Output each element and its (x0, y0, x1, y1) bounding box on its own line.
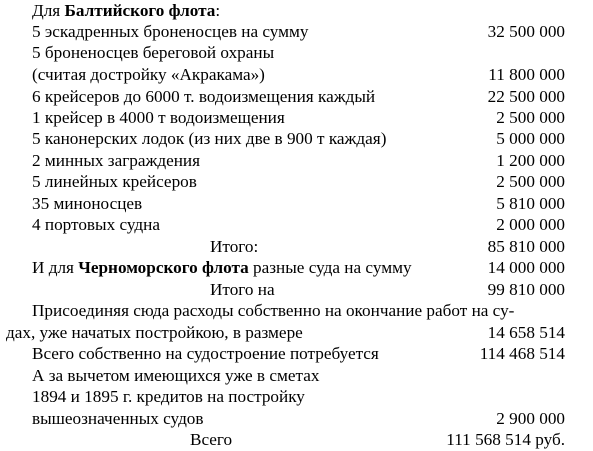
item-label: 5 линейных крейсеров (32, 172, 197, 191)
item-value: 5 810 000 (496, 194, 565, 213)
subtotal-value: 85 810 000 (487, 237, 565, 256)
subtotal-value: 99 810 000 (487, 280, 565, 299)
deduction-line-1 (0, 365, 593, 386)
addition-text-2: дах, уже начатых постройкою, в размере (6, 323, 303, 342)
item-value: 11 800 000 (488, 65, 565, 84)
subtotal-baltic (0, 236, 593, 257)
list-item (0, 214, 593, 235)
item-label: 5 канонерских лодок (из них две в 900 т каждая) (32, 129, 387, 148)
item-label: 5 броненосцев береговой охраны (32, 43, 275, 62)
item-label: 4 портовых судна (32, 215, 160, 234)
list-item (0, 128, 593, 149)
item-value: 2 000 000 (496, 215, 565, 234)
item-value: 22 500 000 (487, 87, 565, 106)
list-item (0, 107, 593, 128)
list-item (0, 171, 593, 192)
addition-value: 14 658 514 (487, 323, 565, 342)
subtotal-combined (0, 279, 593, 300)
item-value: 2 500 000 (496, 108, 565, 127)
item-value: 1 200 000 (496, 151, 565, 170)
deduction-text-2: 1894 и 1895 г. кредитов на постройку (32, 387, 305, 406)
grand-total-label: Всего (190, 430, 233, 449)
deduction-line-3 (0, 408, 593, 429)
item-label: (считая достройку «Акракама») (32, 65, 265, 84)
list-item (0, 86, 593, 107)
addition-text-1: Присоединяя сюда расходы собственно на окончание работ на су- (32, 301, 515, 320)
deduction-value: 2 900 000 (496, 409, 565, 428)
item-value: 32 500 000 (487, 22, 565, 41)
list-item (0, 21, 593, 42)
total-needed (0, 343, 593, 364)
list-item (0, 42, 593, 63)
item-label: 5 эскадренных броненосцев на сумму (32, 22, 309, 41)
item-label: 1 крейсер в 4000 т водоизмещения (32, 108, 285, 127)
addition-line-1 (0, 300, 593, 321)
addition-line-2 (0, 322, 593, 343)
deduction-line-2 (0, 386, 593, 407)
item-label: 2 минных заграждения (32, 151, 201, 170)
black-sea-line (0, 257, 593, 278)
list-item (0, 150, 593, 171)
item-label: 35 миноносцев (32, 194, 143, 213)
black-sea-label: И для Черноморского флота разные суда на сумму (32, 258, 412, 277)
black-sea-value: 14 000 000 (487, 258, 565, 277)
item-value: 2 500 000 (496, 172, 565, 191)
deduction-text-1: А за вычетом имеющихся уже в сметах (32, 366, 320, 385)
list-item (0, 64, 593, 85)
grand-total (0, 429, 593, 450)
total-needed-label: Всего собственно на судостроение потребуется (32, 344, 379, 363)
baltic-header-text: Для Балтийского флота: (32, 1, 221, 20)
list-item (0, 193, 593, 214)
deduction-text-3: вышеозначенных судов (32, 409, 204, 428)
item-label: 6 крейсеров до 6000 т. водоизмещения каждый (32, 87, 376, 106)
subtotal-label: Итого на (210, 280, 275, 299)
total-needed-value: 114 468 514 (479, 344, 565, 363)
grand-total-value: 111 568 514 руб. (446, 430, 565, 449)
baltic-header (0, 0, 593, 21)
item-value: 5 000 000 (496, 129, 565, 148)
subtotal-label: Итого: (210, 237, 259, 256)
